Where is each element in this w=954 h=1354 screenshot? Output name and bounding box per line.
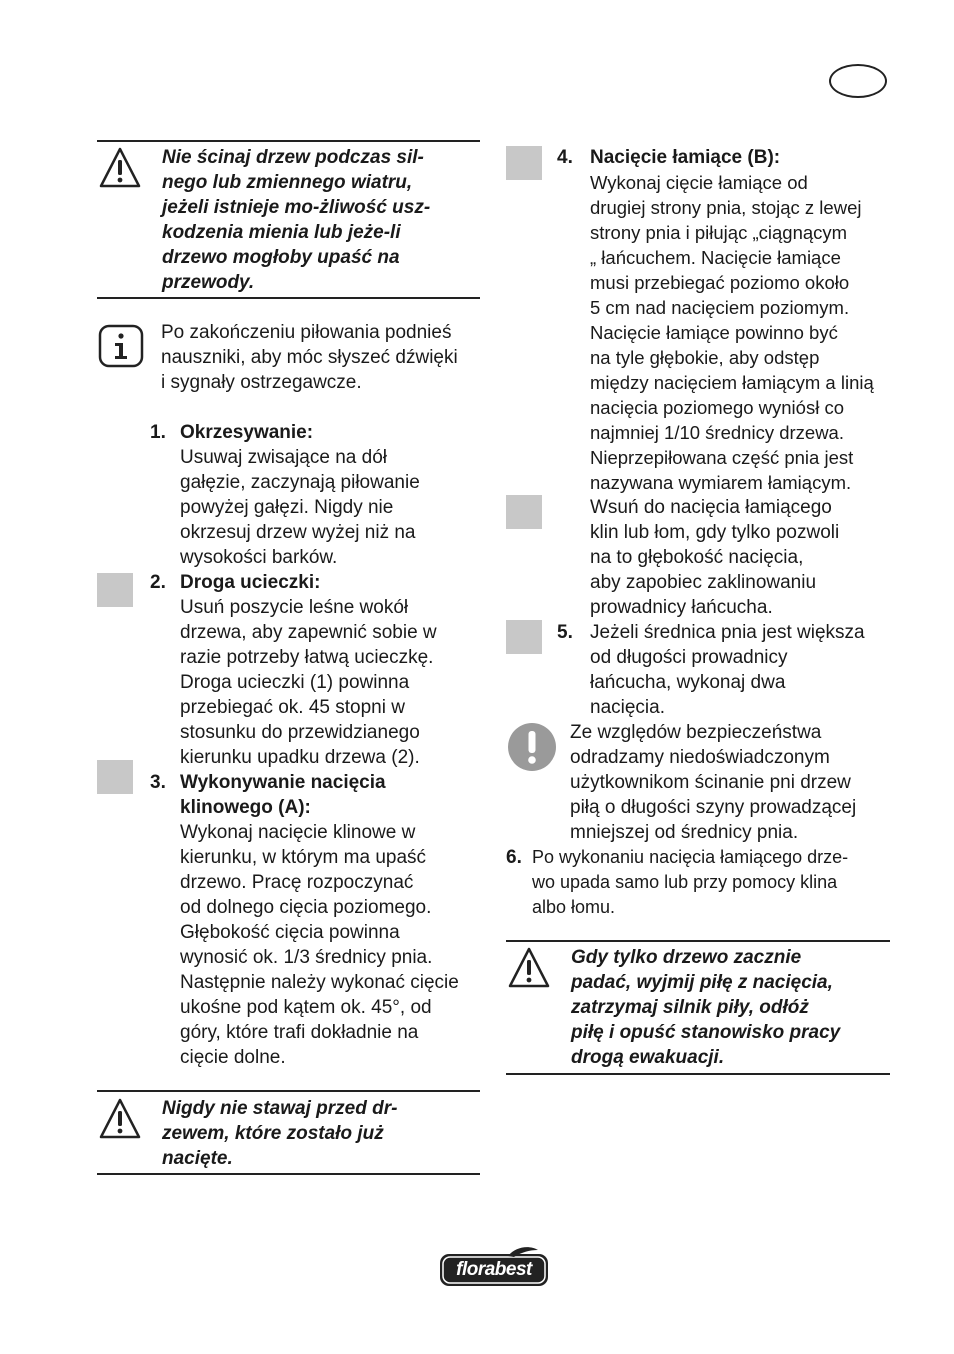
step-number: 3. (150, 772, 166, 793)
figure-placeholder (97, 760, 133, 794)
warning-triangle-icon (98, 1097, 142, 1141)
warning-text-wind (162, 145, 480, 295)
logo-text: florabest (456, 1259, 532, 1280)
figure-placeholder (97, 573, 133, 607)
step-number: 4. (557, 147, 573, 168)
step-body: Usuń poszycie leśne wokół drzewa, aby zapewnić sobie w razie potrzeby łatwą ucieczkę. Droga ucieczki (1) powinna przebiegać ok. 45 stopni w stosunku do przewidzianego kierunku upadku drzewa (2). (180, 597, 437, 768)
info-icon (98, 324, 144, 368)
warning-text-content: Nie ścinaj drzew podczas sil- nego lub zmiennego wiatru, jeżeli istnieje mo-żliwość usz- kodzenia mienia lub jeże-li drzewo mogłoby upaść na przewody. (162, 147, 431, 293)
warning-text-standing: Nigdy nie stawaj przed dr- zewem, które zostało już nacięte. (162, 1098, 398, 1169)
step-body: Usuwaj zwisające na dół gałęzie, zaczynają piłowanie powyżej gałęzi. Nigdy nie okrzesuj drzew wyżej niż na wysokości barków. (180, 447, 420, 568)
divider (97, 1173, 480, 1175)
step-body: Wsuń do nacięcia łamiącego klin lub łom, gdy tylko pozwoli na to głębokość nacięcia, aby zapobiec zaklinowaniu prowadnicy łańcucha. (590, 497, 840, 618)
language-badge (829, 64, 887, 98)
step-body: Jeżeli średnica pnia jest większa od długości prowadnicy łańcucha, wykonaj dwa nacięcia. (590, 622, 865, 718)
step-number: 2. (150, 572, 166, 593)
divider (97, 140, 480, 142)
divider (506, 1073, 890, 1075)
warning-text-falling: Gdy tylko drzewo zacznie padać, wyjmij piłę z nacięcia, zatrzymaj silnik piły, odłóż piłę i opuść stanowisko pracy drogą ewakuacji. (571, 947, 841, 1068)
warning-triangle-icon (98, 146, 142, 190)
notice-text: Ze względów bezpieczeństwa odradzamy niedoświadczonym użytkownikom ścinanie pni drzew piłą o długości szyny prowadzącej mniejszej od średnicy pnia. (570, 722, 857, 843)
step-body: Po wykonaniu nacięcia łamiącego drze- wo upada samo lub przy pomocy klina albo łomu. (532, 847, 849, 917)
figure-placeholder (506, 495, 542, 529)
step-number: 5. (557, 622, 573, 643)
info-text: Po zakończeniu piłowania podnieś nauszniki, aby móc słyszeć dźwięki i sygnały ostrzegawcze. (161, 322, 458, 393)
step-title: Wykonywanie nacięcia klinowego (A): (180, 772, 386, 818)
step-body: Wykonaj cięcie łamiące od drugiej strony pnia, stojąc z lewej strony pnia i piłując „ciągnącym „ łańcuchem. Nacięcie łamiące musi przebiegać poziomo około 5 cm nad nacięciem poziomym. Nacięcie łamiące powinno być na tyle głębokie, aby odstęp między nacięciem łamiącym a linią nacięcia poziomego wyniósł co najmniej 1/10 średnicy drzewa. Nieprzepiłowana część pnia jest nazywana wymiarem łamiącym. (590, 172, 874, 493)
warning-triangle-icon (507, 946, 551, 990)
divider (97, 1090, 480, 1092)
divider (506, 940, 890, 942)
step-title: Droga ucieczki: (180, 572, 321, 593)
divider (97, 297, 480, 299)
step-title: Nacięcie łamiące (B): (590, 147, 781, 168)
step-body: Wykonaj nacięcie klinowe w kierunku, w którym ma upaść drzewo. Pracę rozpoczynać od dolnego cięcia poziomego. Głębokość cięcia powinna wynosić ok. 1/3 średnicy pnia. Następnie należy wykonać cięcie ukośne pod kątem ok. 45°, od góry, które trafi dokładnie na cięcie dolne. (180, 822, 459, 1068)
brand-logo (438, 1246, 550, 1288)
figure-placeholder (506, 146, 542, 180)
step-number: 1. (150, 422, 166, 443)
exclamation-circle-icon (507, 722, 557, 772)
step-number: 6. (506, 847, 522, 868)
step-title: Okrzesywanie: (180, 422, 314, 443)
figure-placeholder (506, 620, 542, 654)
